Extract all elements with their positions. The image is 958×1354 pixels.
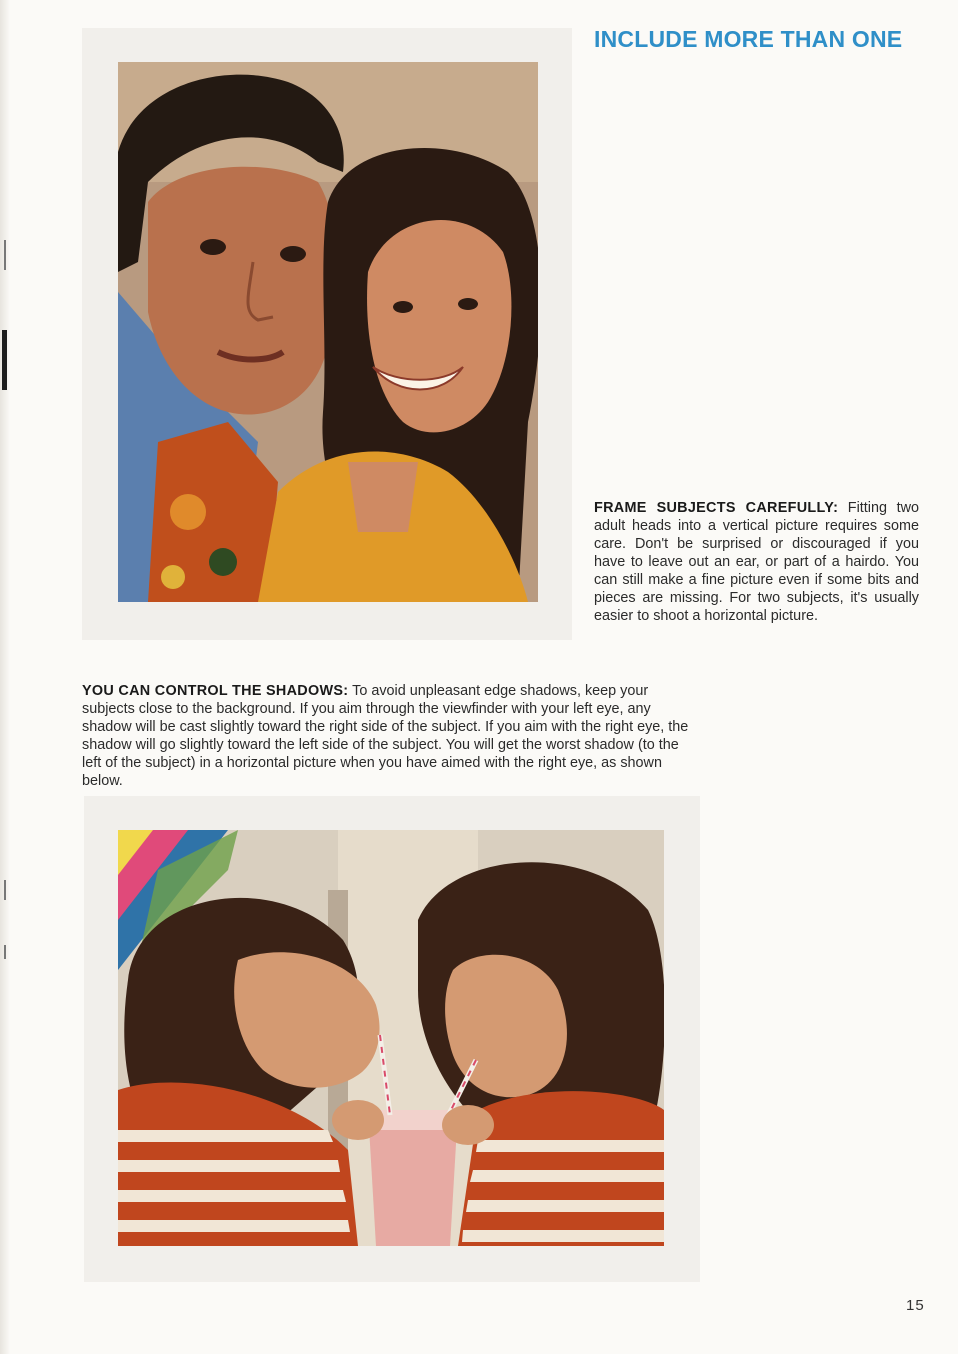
caption-body: Fitting two adult heads into a vertical picture requires some care. Don't be surprised or discouraged if you have to leave out an ear, or part of a hairdo. You can still make a fine picture even if some bits and pieces are missing. For two subjects, it's usually easier to shoot a horizontal picture. [594, 500, 919, 624]
photo-couple-portrait [118, 62, 538, 602]
photo-girls-sharing-drink [118, 830, 664, 1246]
page-number: 15 [906, 1297, 925, 1314]
page-binding-edge [0, 0, 10, 1354]
caption-body: To avoid unpleasant edge shadows, keep your subjects close to the background. If you aim through the viewfinder with your left eye, any shadow will be cast slightly toward the right side of the subject. If you aim with the right eye, the shadow will go slightly toward the left side of the subject. You will get the worst shadow (to the left of the subject) in a horizontal picture when you have aimed with the right eye, as shown below. [82, 683, 689, 789]
binding-tick [4, 880, 6, 900]
caption-heading: YOU CAN CONTROL THE SHADOWS: [82, 683, 349, 699]
caption-frame-subjects [594, 499, 919, 625]
caption-heading: FRAME SUBJECTS CAREFULLY: [594, 500, 839, 516]
page-title: INCLUDE MORE THAN ONE [594, 26, 903, 52]
binding-tick [4, 945, 6, 959]
caption-control-shadows [82, 682, 698, 790]
binding-mark [2, 330, 7, 390]
binding-tick [4, 240, 6, 270]
